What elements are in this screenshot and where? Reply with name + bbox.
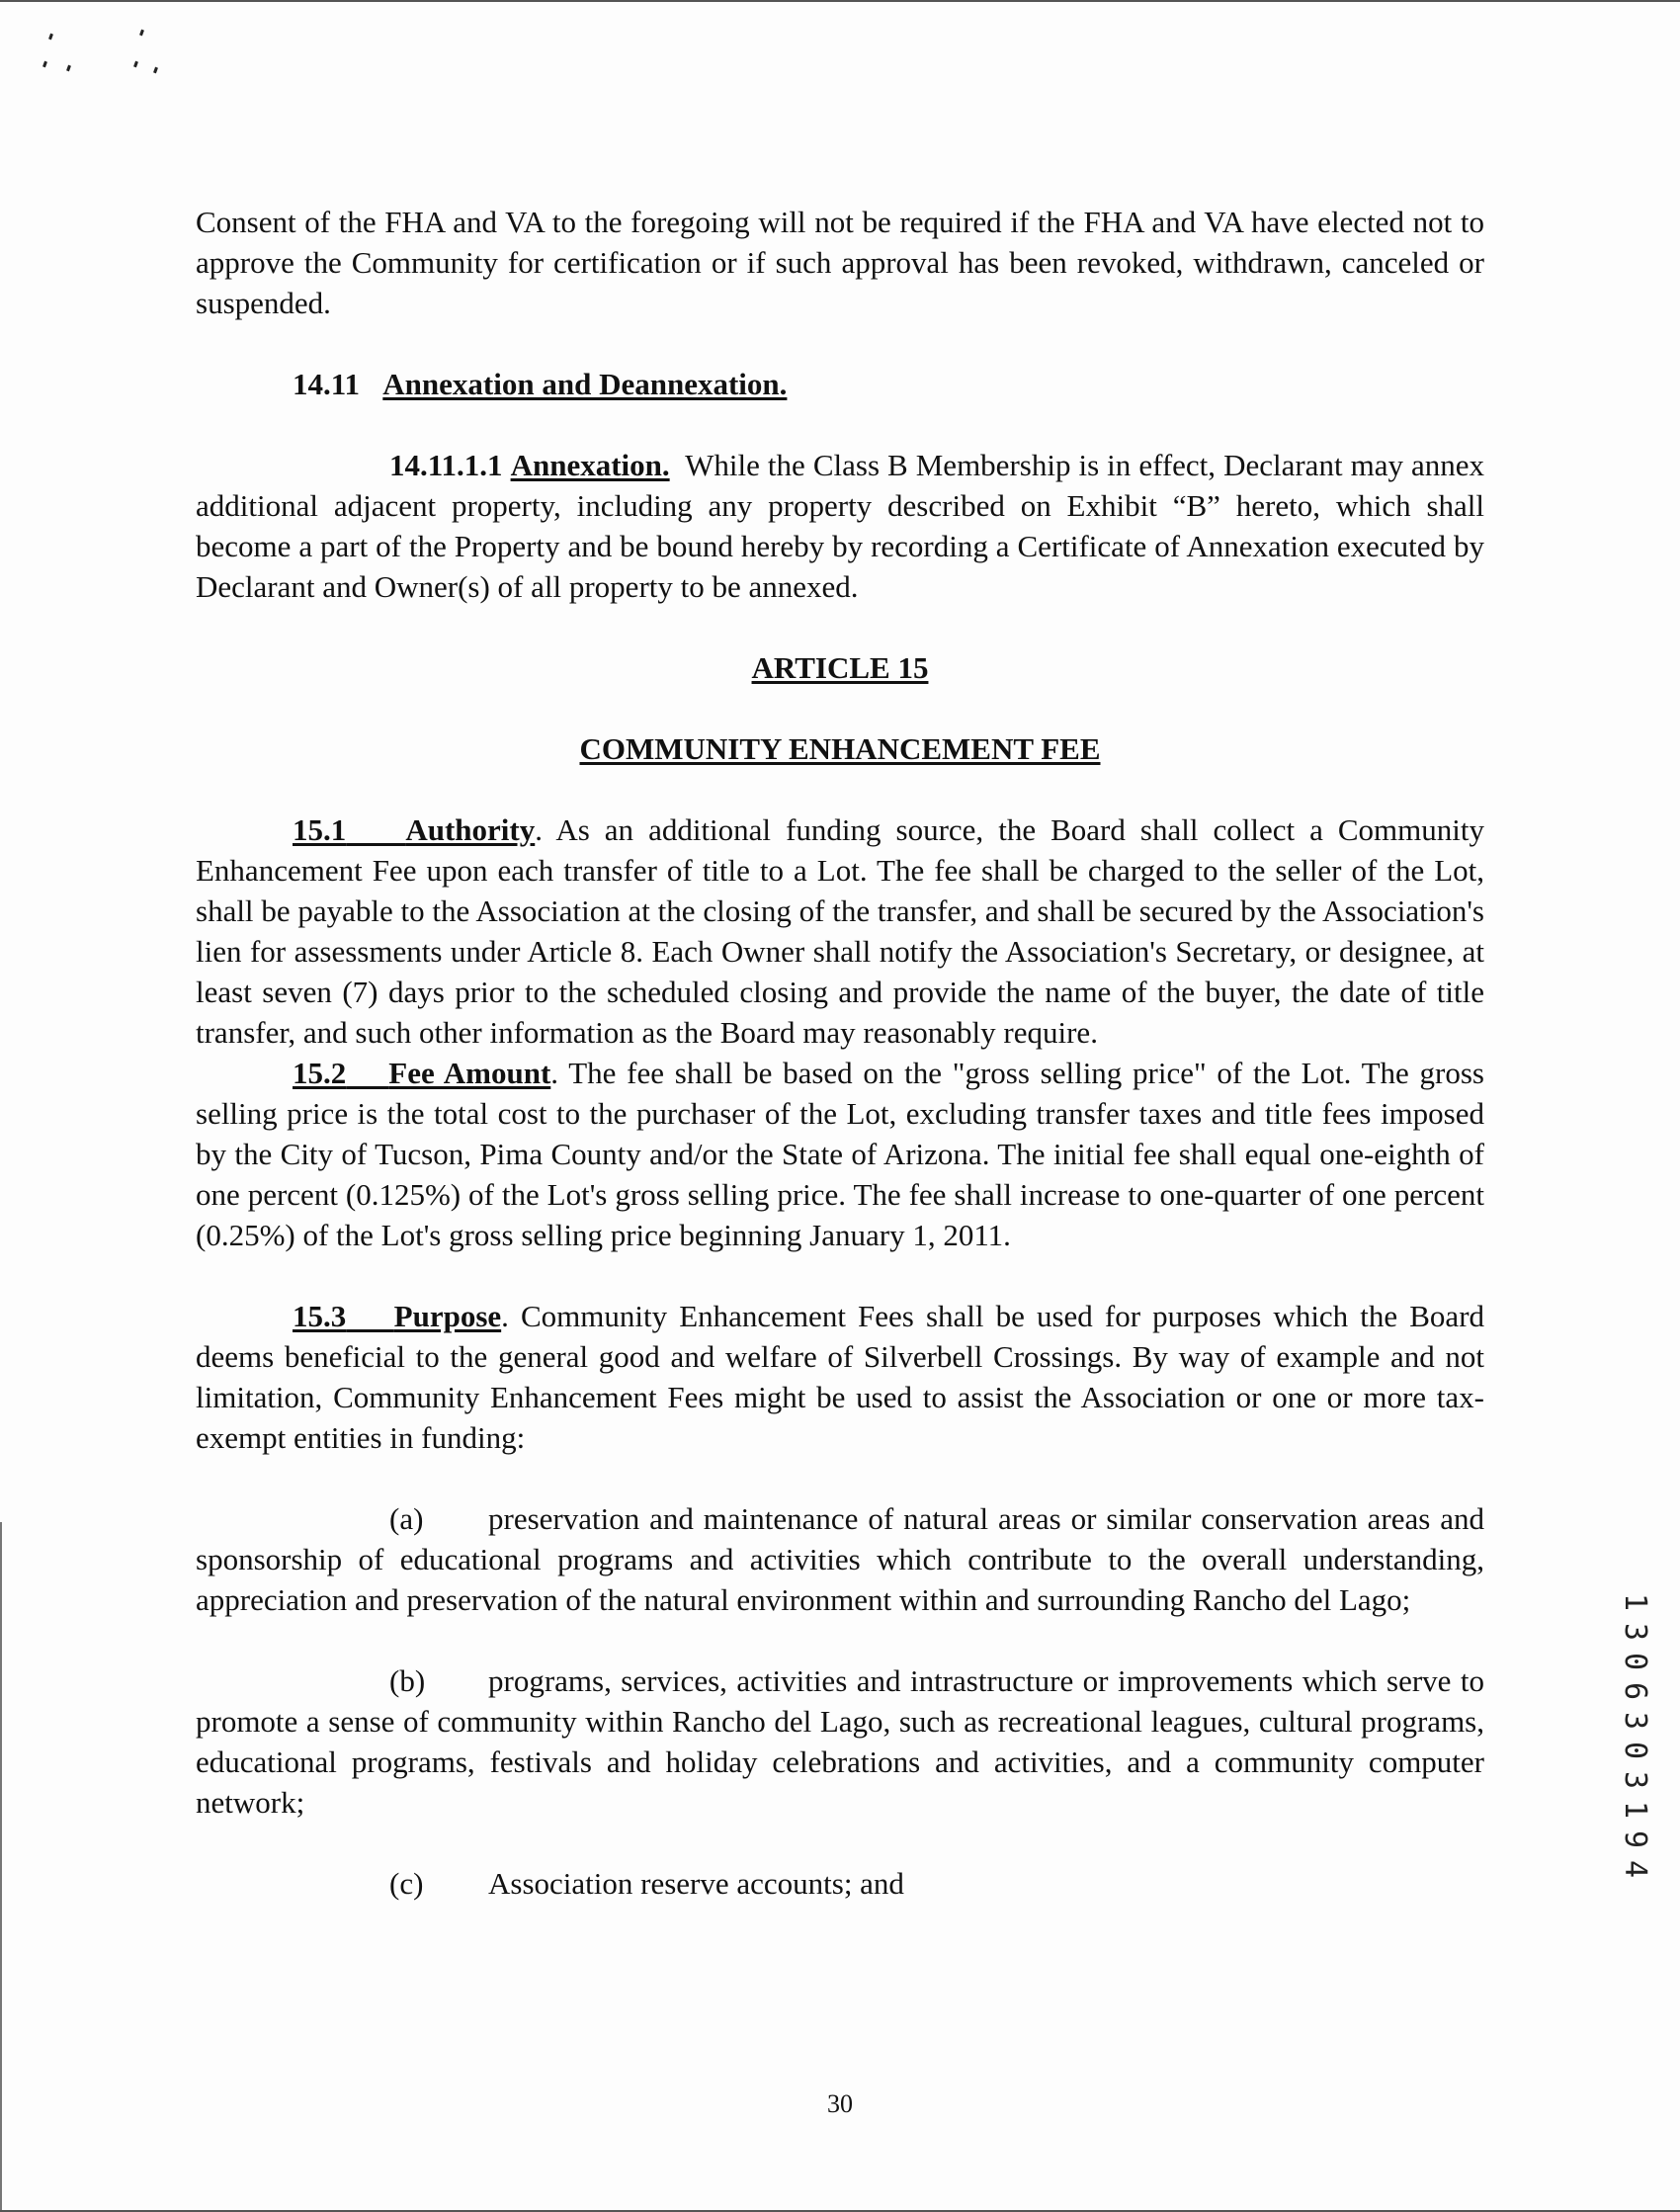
section-15-3-title: Purpose — [393, 1299, 502, 1333]
list-item-b — [196, 1660, 1484, 1823]
section-15-3-heading — [293, 1299, 501, 1333]
section-14-11-1-1-number: 14.11.1.1 — [389, 448, 503, 482]
section-15-3-paragraph — [196, 1296, 1484, 1458]
section-14-11-number: 14.11 — [293, 367, 361, 401]
list-item-a — [196, 1498, 1484, 1620]
stamp-digit: 0 — [1618, 1652, 1652, 1671]
scan-artifacts — [40, 28, 178, 77]
section-15-1-heading — [293, 812, 535, 847]
top-scan-edge — [0, 0, 1680, 2]
stamp-digit: 6 — [1618, 1681, 1652, 1701]
stamp-digit: 0 — [1618, 1741, 1652, 1760]
stamp-digit: 3 — [1618, 1711, 1652, 1731]
section-14-11-1-1-text: While the Class B Membership is in effect, Declarant may annex additional adjacent property, including any property described on Exhibit “B” hereto, which shall become a part of the Property and be bound hereby by recording a Certificate of Annexation executed by Declarant and Owner(s) of all property to be annexed. — [196, 448, 1485, 604]
stamp-digit: 4 — [1618, 1859, 1652, 1879]
document-body — [196, 202, 1484, 1904]
section-15-1-text: . As an additional funding source, the Board shall collect a Community Enhancement Fee upon each transfer of title to a Lot. The fee shall be charged to the seller of the Lot, shall be payable to the Association at the closing of the transfer, and shall be secured by the Association's lien for assessments under Article 8. Each Owner shall notify the Association's Secretary, or designee, at least seven (7) days prior to the scheduled closing and provide the name of the buyer, the date of title transfer, and such other information as the Board may reasonably require. — [196, 812, 1485, 1050]
list-item-c-marker: (c) — [389, 1866, 424, 1901]
section-15-1-paragraph — [196, 809, 1484, 1053]
article-label: ARTICLE 15 — [751, 650, 929, 685]
section-15-3-text: . Community Enhancement Fees shall be used for purposes which the Board deems beneficial to the general good and welfare of Silverbell Crossings. By way of example and not limitation, Community Enhancement Fees might be used to assist the Association or one or more tax-exempt entities in funding: — [196, 1299, 1485, 1455]
section-15-2-paragraph — [196, 1053, 1484, 1255]
stamp-digit: 3 — [1618, 1622, 1652, 1642]
intro-paragraph: Consent of the FHA and VA to the foregoing will not be required if the FHA and VA have elected not to approve the Community for certification or if such approval has been revoked, withdrawn, canceled or suspended. — [196, 205, 1484, 320]
section-15-2-heading — [293, 1056, 550, 1090]
section-15-1-number: 15.1 — [293, 812, 347, 847]
section-14-11-title: Annexation and Deannexation. — [382, 367, 788, 401]
section-14-11-1-1-paragraph — [196, 445, 1484, 607]
section-15-2-title: Fee Amount — [388, 1056, 551, 1090]
list-item-b-text: programs, services, activities and intrastructure or improvements which serve to promote a sense of community within Rancho del Lago, such as recreational leagues, cultural programs, educational programs, festivals and holiday celebrations and activities, and a community computer network; — [196, 1663, 1484, 1820]
section-15-1-title: Authority — [405, 812, 536, 847]
list-item-c — [196, 1863, 1484, 1904]
article-title: COMMUNITY ENHANCEMENT FEE — [579, 731, 1101, 766]
page-number: 30 — [827, 2089, 853, 2118]
section-14-11-1-1-title: Annexation. — [510, 448, 670, 482]
list-item-b-marker: (b) — [389, 1663, 426, 1698]
section-15-2-number: 15.2 — [293, 1056, 347, 1090]
list-item-c-text: Association reserve accounts; and — [488, 1866, 904, 1901]
stamp-digit: 9 — [1618, 1829, 1652, 1849]
stamp-digit: 1 — [1618, 1800, 1652, 1820]
section-14-11-heading — [293, 364, 1484, 404]
list-item-a-marker: (a) — [389, 1501, 424, 1536]
list-item-a-text: preservation and maintenance of natural areas or similar conservation areas and sponsorship of educational programs and activities which contribute to the overall understanding, appreciation and preservation of the natural environment within and surrounding Rancho del Lago; — [196, 1501, 1484, 1617]
recording-number-stamp — [1615, 1587, 1654, 1884]
stamp-digit: 1 — [1618, 1592, 1652, 1612]
section-15-2-text: . The fee shall be based on the "gross selling price" of the Lot. The gross selling price is the total cost to the purchaser of the Lot, excluding transfer taxes and title fees imposed by the City of Tucson, Pima County and/or the State of Arizona. The initial fee shall equal one-eighth of one percent (0.125%) of the Lot's gross selling price. The fee shall increase to one-quarter of one percent (0.25%) of the Lot's gross selling price beginning January 1, 2011. — [196, 1056, 1485, 1252]
stamp-digit: 3 — [1618, 1770, 1652, 1790]
section-15-3-number: 15.3 — [293, 1299, 347, 1333]
